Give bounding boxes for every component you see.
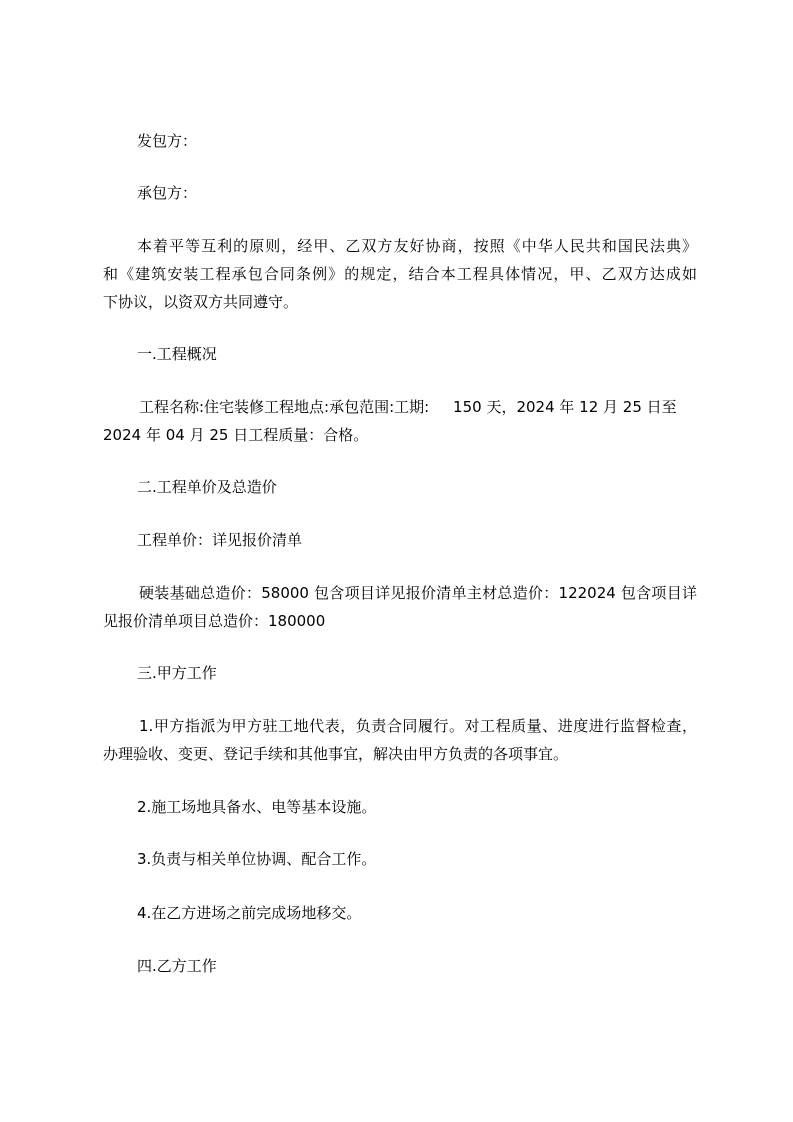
- project-overview-line-2: 2024 年 04 月 25 日工程质量：合格。: [103, 426, 369, 444]
- party-a-item-1-line-2: 办理验收、变更、登记手续和其他事宜，解决由甲方负责的各项事宜。: [103, 745, 569, 763]
- total-price-line-2: 见报价清单项目总造价：180000: [103, 612, 326, 630]
- contractor-label: 承包方：: [137, 184, 198, 202]
- total-price-line-1: 硬装基础总造价：58000 包含项目详见报价清单主材总造价：122024 包含项目详: [139, 584, 697, 602]
- intro-line-2: 和《建筑安装工程承包合同条例》的规定，结合本工程具体情况，甲、乙双方达成如: [103, 265, 697, 283]
- party-a-item-4: 4.在乙方进场之前完成场地移交。: [137, 904, 362, 922]
- party-a-item-1-line-1: 1.甲方指派为甲方驻工地代表，负责合同履行。对工程质量、进度进行监督检查，: [139, 717, 697, 735]
- section-3-heading: 三.甲方工作: [137, 664, 217, 682]
- project-overview-line-1: 工程名称:住宅装修工程地点:承包范围:工期: 150 天，2024 年 12 月 25 日至: [139, 398, 677, 416]
- section-2-heading: 二.工程单价及总造价: [137, 478, 277, 496]
- intro-line-3: 下协议，以资双方共同遵守。: [103, 293, 299, 311]
- intro-line-1: 本着平等互利的原则，经甲、乙双方友好协商，按照《中华人民共和国民法典》: [137, 237, 697, 255]
- party-a-item-2: 2.施工场地具备水、电等基本设施。: [137, 798, 377, 816]
- section-4-heading: 四.乙方工作: [137, 957, 217, 975]
- section-1-heading: 一.工程概况: [137, 345, 217, 363]
- unit-price-line: 工程单价：详见报价清单: [137, 531, 303, 549]
- issuer-label: 发包方：: [137, 132, 198, 150]
- party-a-item-3: 3.负责与相关单位协调、配合工作。: [137, 850, 377, 868]
